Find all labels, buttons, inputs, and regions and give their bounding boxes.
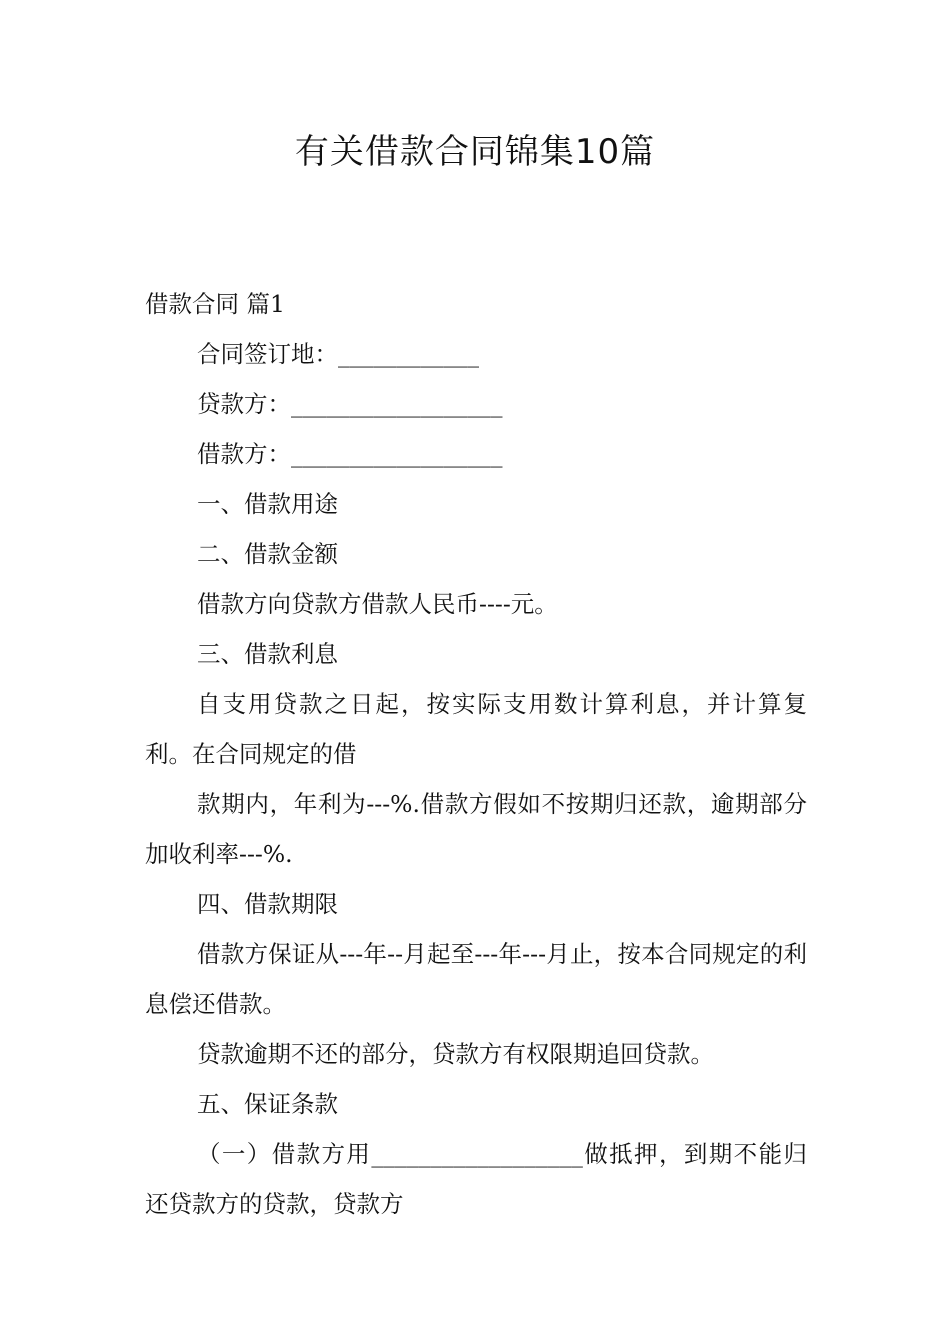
borrower-line: 借款方：__________________	[197, 440, 503, 468]
clause-heading: 五、保证条款	[197, 1090, 338, 1118]
paragraph: 借款方保证从---年--月起至---年---月止，按本合同规定的利息偿还借款。	[145, 940, 807, 1018]
section-heading: 借款合同 篇1	[145, 290, 285, 318]
clause-heading: 二、借款金额	[197, 540, 338, 568]
signing-place-line: 合同签订地：____________	[197, 340, 479, 368]
paragraph: 自支用贷款之日起，按实际支用数计算利息，并计算复利。在合同规定的借	[145, 690, 807, 768]
clause-heading: 三、借款利息	[197, 640, 338, 668]
document-body	[145, 279, 807, 1229]
document-title: 有关借款合同锦集10篇	[294, 132, 656, 172]
lender-line: 贷款方：__________________	[197, 390, 503, 418]
paragraph: 款期内，年利为---%.借款方假如不按期归还款，逾期部分加收利率---%.	[145, 790, 807, 868]
paragraph: （一）借款方用__________________做抵押，到期不能归还贷款方的贷款，贷款方	[145, 1140, 807, 1218]
paragraph: 借款方向贷款方借款人民币----元。	[197, 590, 558, 618]
clause-heading: 一、借款用途	[197, 490, 338, 518]
paragraph: 贷款逾期不还的部分，贷款方有权限期追回贷款。	[197, 1040, 714, 1068]
clause-heading: 四、借款期限	[197, 890, 338, 918]
